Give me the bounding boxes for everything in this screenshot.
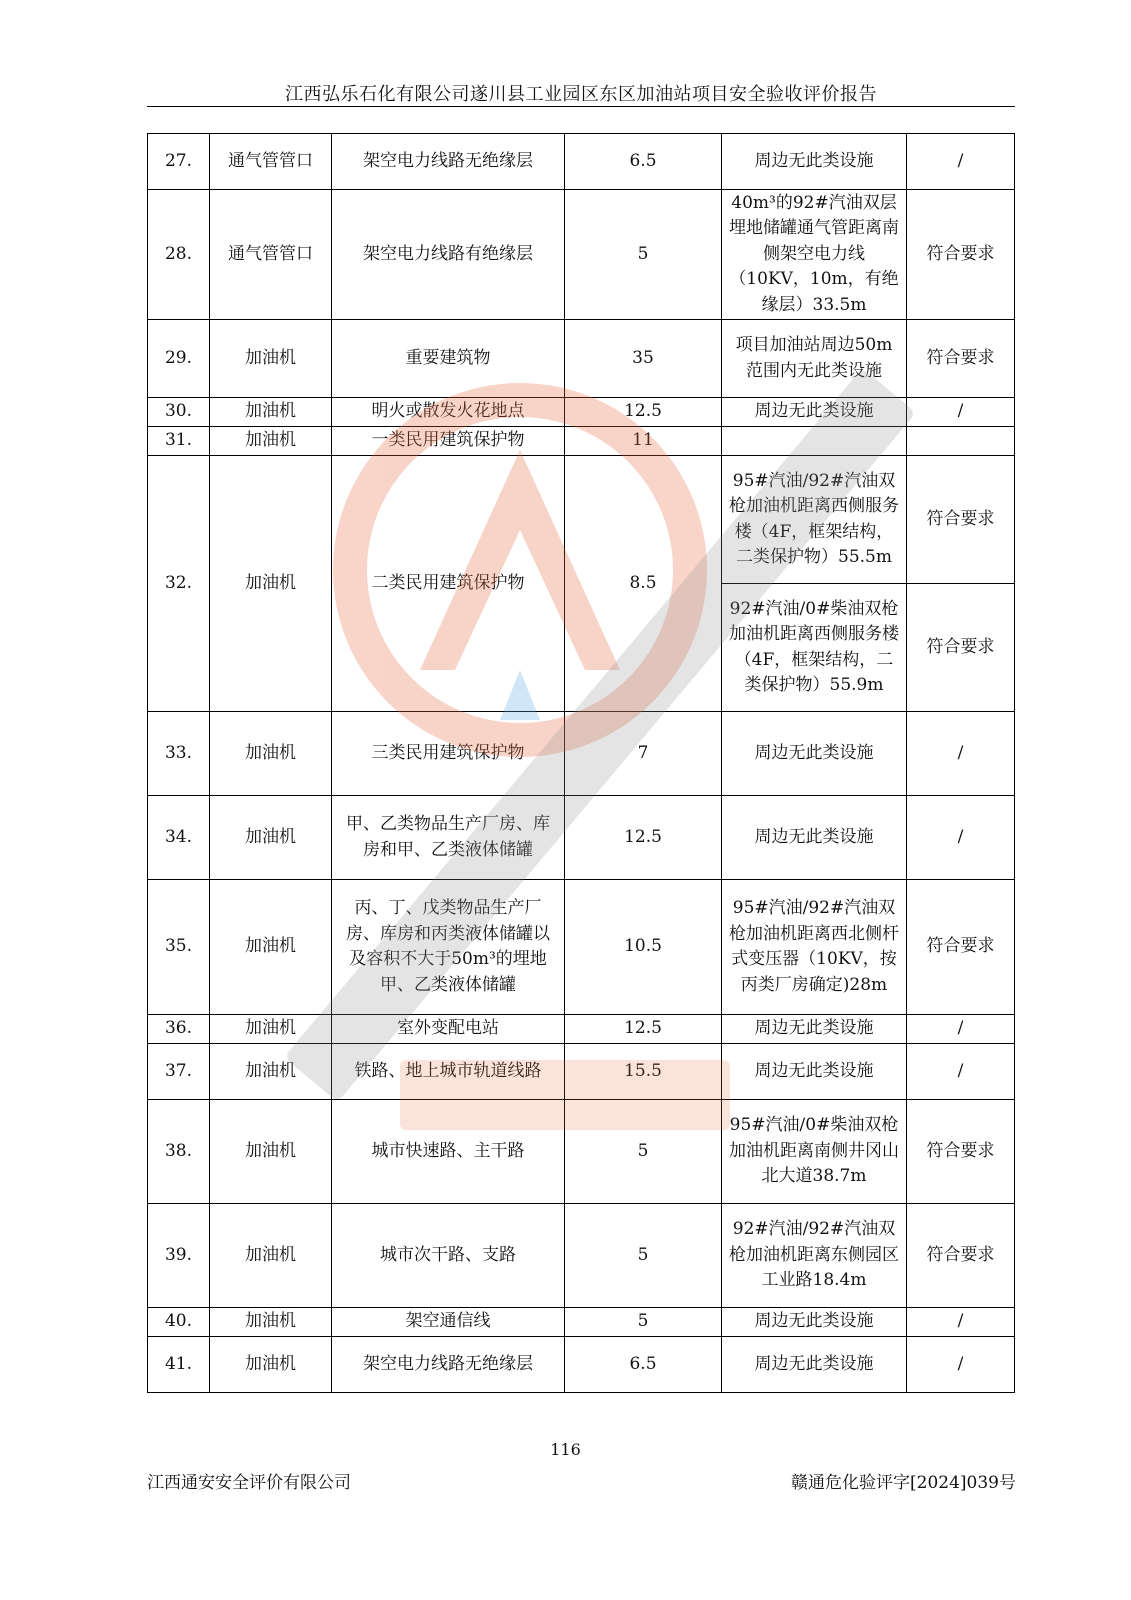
actual-situation: 项目加油站周边50m范围内无此类设施 (722, 320, 907, 398)
actual-situation: 周边无此类设施 (722, 1337, 907, 1393)
row-number: 40. (148, 1308, 210, 1337)
standard-distance: 5 (565, 1100, 722, 1204)
assessment-result: / (907, 1308, 1015, 1337)
check-item: 加油机 (210, 320, 332, 398)
page-number: 116 (550, 1440, 581, 1459)
check-item: 加油机 (210, 880, 332, 1015)
protected-object: 铁路、地上城市轨道线路 (332, 1044, 565, 1100)
row-number: 30. (148, 398, 210, 427)
standard-distance: 6.5 (565, 134, 722, 190)
standard-distance: 8.5 (565, 456, 722, 712)
standard-distance: 10.5 (565, 880, 722, 1015)
standard-distance: 12.5 (565, 796, 722, 880)
protected-object: 甲、乙类物品生产厂房、库房和甲、乙类液体储罐 (332, 796, 565, 880)
standard-distance: 11 (565, 427, 722, 456)
table-row (148, 880, 1015, 1015)
actual-situation: 40m³的92#汽油双层埋地储罐通气管距离南侧架空电力线（10KV，10m，有绝缘层）33.5m (722, 190, 907, 320)
assessment-result: / (907, 1015, 1015, 1044)
table-row (148, 1204, 1015, 1308)
actual-situation: 周边无此类设施 (722, 796, 907, 880)
table-row (148, 398, 1015, 427)
actual-situation: 92#汽油/92#汽油双枪加油机距离东侧园区工业路18.4m (722, 1204, 907, 1308)
standard-distance: 6.5 (565, 1337, 722, 1393)
protected-object: 城市次干路、支路 (332, 1204, 565, 1308)
protected-object: 明火或散发火花地点 (332, 398, 565, 427)
standard-distance: 7 (565, 712, 722, 796)
check-item: 加油机 (210, 796, 332, 880)
protected-object: 丙、丁、戊类物品生产厂房、库房和丙类液体储罐以及容积不大于50m³的埋地甲、乙类液体储罐 (332, 880, 565, 1015)
check-item: 加油机 (210, 1100, 332, 1204)
check-item: 加油机 (210, 427, 332, 456)
table-row (148, 712, 1015, 796)
row-number: 35. (148, 880, 210, 1015)
standard-distance: 12.5 (565, 398, 722, 427)
actual-situation: 周边无此类设施 (722, 1044, 907, 1100)
assessment-result: 符合要求 (907, 1100, 1015, 1204)
safety-distance-table (147, 133, 1015, 1393)
table-row (148, 320, 1015, 398)
table-row (148, 134, 1015, 190)
protected-object: 三类民用建筑保护物 (332, 712, 565, 796)
check-item: 通气管管口 (210, 190, 332, 320)
table-row (148, 1308, 1015, 1337)
row-number: 37. (148, 1044, 210, 1100)
standard-distance: 35 (565, 320, 722, 398)
row-number: 34. (148, 796, 210, 880)
row-number: 28. (148, 190, 210, 320)
report-header: 江西弘乐石化有限公司遂川县工业园区东区加油站项目安全验收评价报告 (147, 80, 1015, 107)
check-item: 加油机 (210, 456, 332, 712)
actual-situation (722, 427, 907, 456)
standard-distance: 15.5 (565, 1044, 722, 1100)
assessment-result: / (907, 398, 1015, 427)
row-number: 38. (148, 1100, 210, 1204)
actual-situation: 周边无此类设施 (722, 712, 907, 796)
standard-distance: 5 (565, 1204, 722, 1308)
protected-object: 二类民用建筑保护物 (332, 456, 565, 712)
assessment-result: 符合要求 (907, 190, 1015, 320)
actual-situation: 92#汽油/0#柴油双枪加油机距离西侧服务楼（4F，框架结构，二类保护物）55.9m (722, 584, 907, 712)
actual-situation: 95#汽油/92#汽油双枪加油机距离西北侧杆式变压器（10KV，按丙类厂房确定)28m (722, 880, 907, 1015)
assessment-result: / (907, 1337, 1015, 1393)
actual-situation: 周边无此类设施 (722, 398, 907, 427)
actual-situation: 周边无此类设施 (722, 1308, 907, 1337)
footer-company: 江西通安安全评价有限公司 (147, 1473, 351, 1493)
row-number: 41. (148, 1337, 210, 1393)
row-number: 33. (148, 712, 210, 796)
check-item: 加油机 (210, 1204, 332, 1308)
assessment-result: 符合要求 (907, 584, 1015, 712)
standard-distance: 12.5 (565, 1015, 722, 1044)
row-number: 31. (148, 427, 210, 456)
protected-object: 架空电力线路无绝缘层 (332, 1337, 565, 1393)
protected-object: 架空通信线 (332, 1308, 565, 1337)
protected-object: 架空电力线路无绝缘层 (332, 134, 565, 190)
row-number: 36. (148, 1015, 210, 1044)
actual-situation: 95#汽油/0#柴油双枪加油机距离南侧井冈山北大道38.7m (722, 1100, 907, 1204)
standard-distance: 5 (565, 1308, 722, 1337)
table-row (148, 456, 1015, 584)
check-item: 加油机 (210, 1337, 332, 1393)
table-row (148, 190, 1015, 320)
assessment-result: 符合要求 (907, 1204, 1015, 1308)
actual-situation: 周边无此类设施 (722, 1015, 907, 1044)
table-row (148, 427, 1015, 456)
footer-doc-number: 赣通危化验评字[2024]039号 (791, 1473, 1016, 1493)
check-item: 加油机 (210, 1044, 332, 1100)
protected-object: 重要建筑物 (332, 320, 565, 398)
table-row (148, 1044, 1015, 1100)
protected-object: 城市快速路、主干路 (332, 1100, 565, 1204)
actual-situation: 95#汽油/92#汽油双枪加油机距离西侧服务楼（4F，框架结构，二类保护物）55.5m (722, 456, 907, 584)
table-row (148, 1337, 1015, 1393)
assessment-result: / (907, 796, 1015, 880)
row-number: 29. (148, 320, 210, 398)
assessment-result: / (907, 1044, 1015, 1100)
assessment-result: / (907, 712, 1015, 796)
assessment-result: 符合要求 (907, 880, 1015, 1015)
check-item: 加油机 (210, 1308, 332, 1337)
protected-object: 室外变配电站 (332, 1015, 565, 1044)
table-row (148, 1100, 1015, 1204)
protected-object: 一类民用建筑保护物 (332, 427, 565, 456)
assessment-result (907, 427, 1015, 456)
protected-object: 架空电力线路有绝缘层 (332, 190, 565, 320)
table-row (148, 1015, 1015, 1044)
row-number: 27. (148, 134, 210, 190)
assessment-result: 符合要求 (907, 320, 1015, 398)
table-row (148, 796, 1015, 880)
row-number: 32. (148, 456, 210, 712)
standard-distance: 5 (565, 190, 722, 320)
assessment-result: / (907, 134, 1015, 190)
check-item: 加油机 (210, 1015, 332, 1044)
check-item: 通气管管口 (210, 134, 332, 190)
actual-situation: 周边无此类设施 (722, 134, 907, 190)
assessment-result: 符合要求 (907, 456, 1015, 584)
check-item: 加油机 (210, 398, 332, 427)
row-number: 39. (148, 1204, 210, 1308)
check-item: 加油机 (210, 712, 332, 796)
